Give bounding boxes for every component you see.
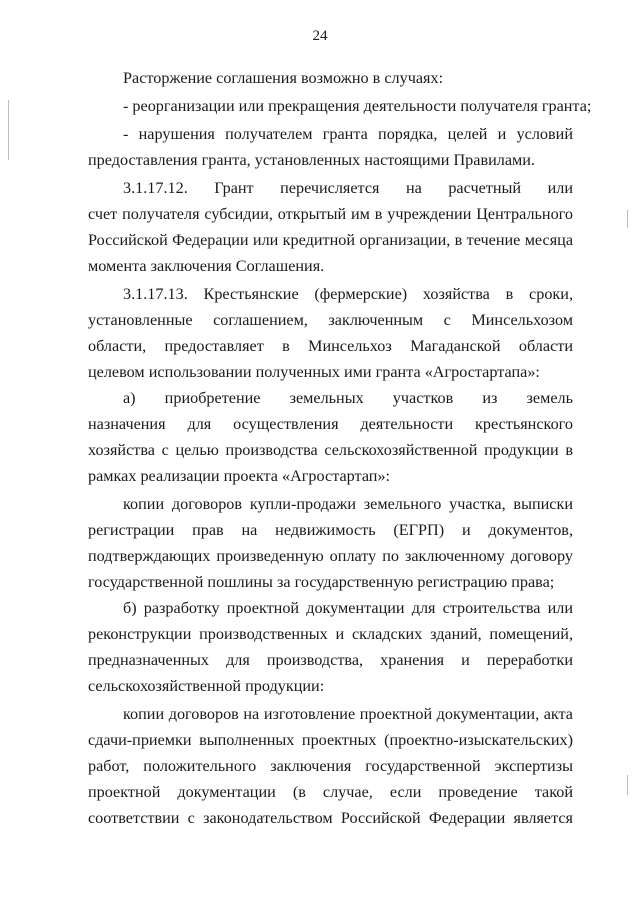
scan-edge-mark [8,100,9,160]
text-line: счет получателя субсидии, открытый им в учреждении Центрального [88,205,573,223]
text-line: хозяйства с целью производства сельскохозяйственной продукции в [88,441,573,459]
text-line: регистрации прав на недвижимость (ЕГРП) и документов, [88,521,573,539]
text-line: Расторжение соглашения возможно в случаях: [123,69,444,87]
text-line: области, предоставляет в Минсельхоз Магаданской области [88,337,573,355]
text-line: момента заключения Соглашения. [88,257,325,275]
text-line: соответствии с законодательством Российской Федерации является [88,809,573,827]
text-line: проектной документации (в случае, если проведение такой [88,783,573,801]
text-line: подтверждающих произведенную оплату по заключенному договору [88,547,573,565]
text-line: Российской Федерации или кредитной организации, в течение месяца [88,231,573,249]
text-line: установленные соглашением, заключенным с Минсельхозом [88,311,573,329]
scan-edge-mark [627,775,628,795]
text-line: копии договоров на изготовление проектной документации, акта [123,705,573,723]
text-line: 3.1.17.12. Грант перечисляется на расчетный или [123,179,573,197]
text-line: копии договоров купли-продажи земельного участка, выписки [123,495,573,513]
text-line: - нарушения получателем гранта порядка, целей и условий [123,125,573,143]
text-line: реконструкции производственных и складских зданий, помещений, [88,625,573,643]
text-line: б) разработку проектной документации для строительства или [123,599,573,617]
text-line: предназначенных для производства, хранения и переработки [88,651,573,669]
text-line: сдачи-приемки выполненных проектных (проектно-изыскательских) [88,731,573,749]
text-line: государственной пошлины за государственную регистрацию права; [88,573,555,591]
page-number: 24 [312,28,328,44]
text-line: предоставления гранта, установленных настоящими Правилами. [88,151,535,169]
text-line: сельскохозяйственной продукции: [88,677,325,695]
text-line: назначения для осуществления деятельности крестьянского [88,415,573,433]
text-line: работ, положительного заключения государственной экспертизы [88,757,573,775]
scan-edge-mark [627,210,628,228]
text-line: 3.1.17.13. Крестьянские (фермерские) хозяйства в сроки, [123,285,573,303]
text-line: целевом использовании полученных ими гранта «Агростартапа»: [88,363,540,381]
text-line: рамках реализации проекта «Агростартап»: [88,467,391,485]
text-line: а) приобретение земельных участков из земель [123,389,573,407]
text-line: - реорганизации или прекращения деятельности получателя гранта; [123,97,592,115]
